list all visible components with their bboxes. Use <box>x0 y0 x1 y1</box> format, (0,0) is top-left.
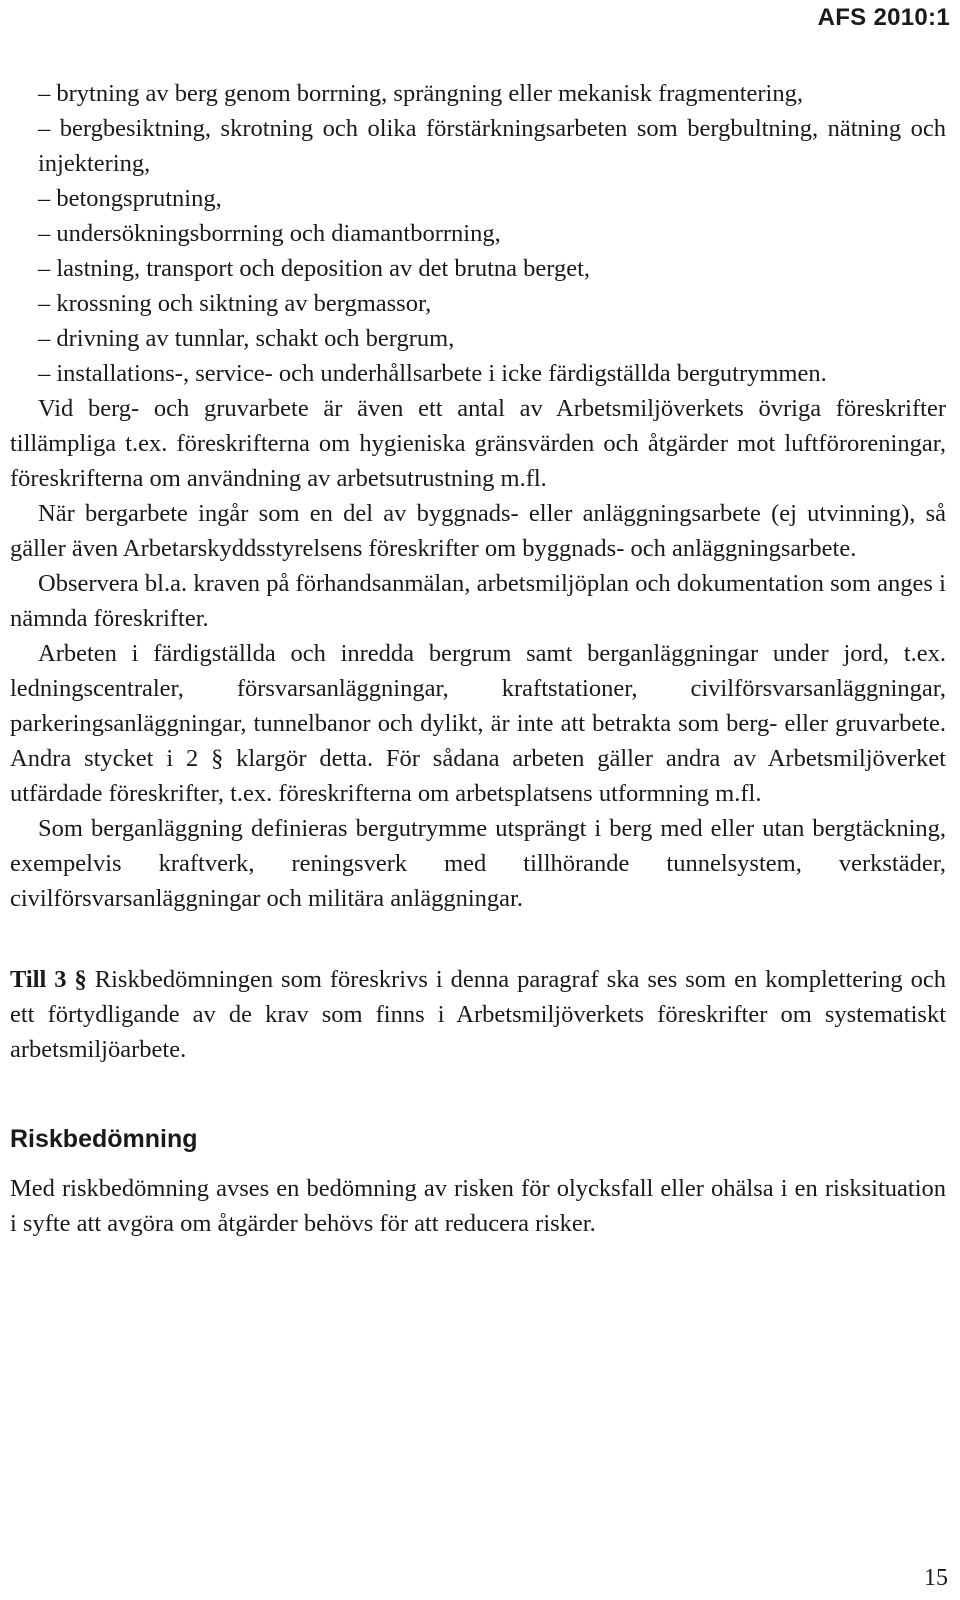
page-body <box>10 76 946 1241</box>
list-item: – installations-, service- och underhållsarbete i icke färdigställda bergutrymmen. <box>38 360 827 387</box>
paragraph: När bergarbete ingår som en del av byggnads- eller anläggningsarbete (ej utvinning), så gäller även Arbetarskyddsstyrelsens föreskrifter om byggnads- och anläggningsarbete. <box>10 500 946 562</box>
list-item: – brytning av berg genom borrning, sprängning eller mekanisk fragmentering, <box>38 80 803 107</box>
paragraph: Arbeten i färdigställda och inredda bergrum samt berganläggningar under jord, t.ex. ledningscentraler, försvarsanläggningar, kraftstationer, civilförsvarsanläggningar, parkeringsanläggningar, tunnelbanor och dylikt, är inte att betrakta som berg- eller gruvarbete. Andra stycket i 2 § klargör detta. För sådana arbeten gäller andra av Arbetsmiljöverket utfärdade föreskrifter, t.ex. föreskrifterna om arbetsplatsens utformning m.fl. <box>10 640 946 807</box>
paragraph: Vid berg- och gruvarbete är även ett antal av Arbetsmiljöverkets övriga föreskrifter tillämpliga t.ex. föreskrifterna om hygieniska gränsvärden och åtgärder mot luftföroreningar, föreskrifterna om användning av arbetsutrustning m.fl. <box>10 395 946 492</box>
list-item: – bergbesiktning, skrotning och olika förstärkningsarbeten som bergbultning, nätning och injektering, <box>38 115 946 177</box>
section-text: Riskbedömningen som föreskrivs i denna paragraf ska ses som en komplettering och ett förtydligande av de krav som finns i Arbetsmiljöverkets föreskrifter om systematiskt arbetsmiljöarbete. <box>10 966 946 1063</box>
section-label: Till 3 § <box>10 966 87 993</box>
page-number: 15 <box>924 1565 948 1591</box>
paragraph: Med riskbedömning avses en bedömning av risken för olycksfall eller ohälsa i en risksituation i syfte att avgöra om åtgärder behövs för att reducera risker. <box>10 1175 946 1237</box>
list-item: – lastning, transport och deposition av det brutna berget, <box>38 255 591 282</box>
paragraph: Som berganläggning definieras bergutrymme utsprängt i berg med eller utan bergtäckning, exempelvis kraftverk, reningsverk med tillhörande tunnelsystem, verkstäder, civilförsvarsanläggningar och militära anläggningar. <box>10 815 946 912</box>
list-item: – undersökningsborrning och diamantborrning, <box>38 220 501 247</box>
document-identifier: AFS 2010:1 <box>817 4 950 31</box>
activity-list <box>10 76 946 391</box>
section-3-commentary <box>10 962 946 1067</box>
paragraph: Observera bl.a. kraven på förhandsanmälan, arbetsmiljöplan och dokumentation som anges i nämnda föreskrifter. <box>10 570 946 632</box>
list-item: – drivning av tunnlar, schakt och bergrum, <box>38 325 455 352</box>
list-item: – krossning och siktning av bergmassor, <box>38 290 432 317</box>
section-heading: Riskbedömning <box>10 1125 198 1153</box>
list-item: – betongsprutning, <box>38 185 222 212</box>
